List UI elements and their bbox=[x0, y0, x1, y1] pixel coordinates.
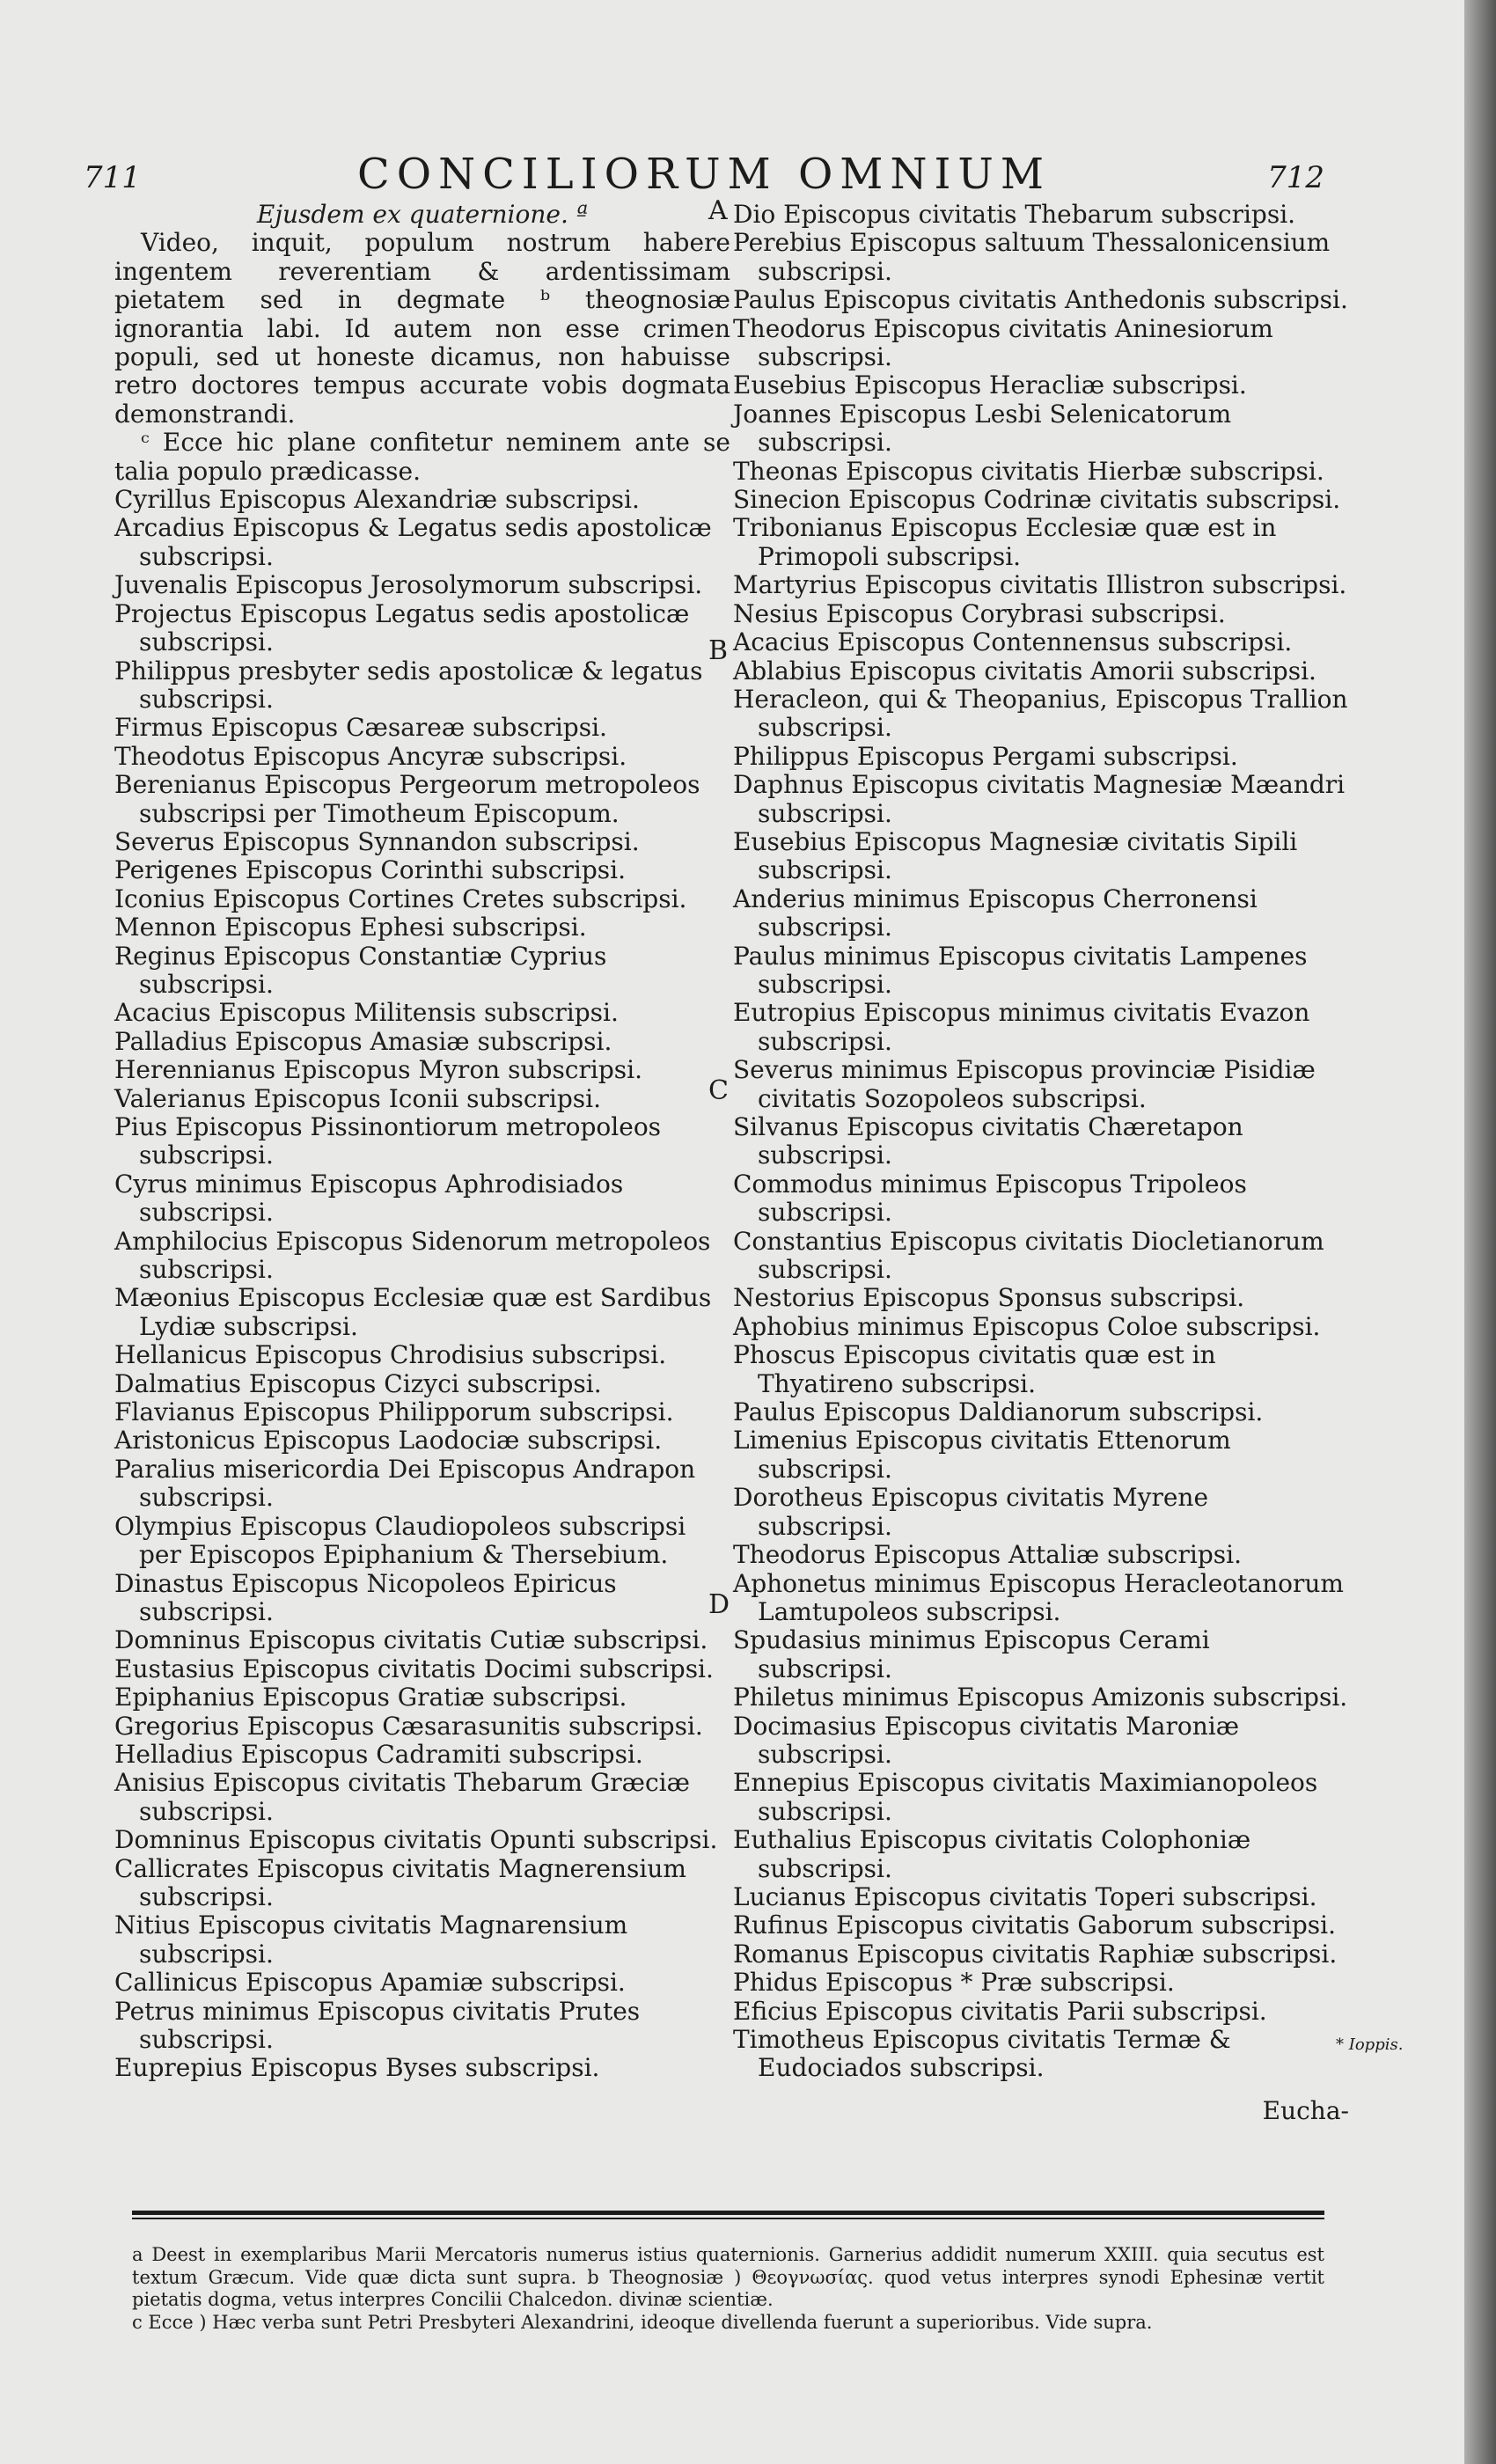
signature-entry: Hellanicus Episcopus Chrodisius subscripsi. bbox=[114, 1340, 667, 1370]
margin-note: * Ioppis. bbox=[1336, 2035, 1404, 2054]
signature-entry: Arcadius Episcopus & Legatus sedis apostolicæ subscripsi. bbox=[114, 513, 712, 571]
signature-entry: Firmus Episcopus Cæsareæ subscripsi. bbox=[114, 713, 607, 743]
signature-entry: Severus minimus Episcopus provinciæ Pisidiæ civitatis Sozopoleos subscripsi. bbox=[733, 1055, 1316, 1113]
signature-entry: Joannes Episcopus Lesbi Selenicatorum subscripsi. bbox=[733, 399, 1232, 458]
signature-entry: Flavianus Episcopus Philipporum subscripsi. bbox=[114, 1397, 674, 1427]
signature-entry: Palladius Episcopus Amasiæ subscripsi. bbox=[114, 1026, 612, 1056]
margin-marker-d: D bbox=[708, 1589, 730, 1620]
signature-entry: Dorotheus Episcopus civitatis Myrene subscripsi. bbox=[733, 1483, 1209, 1541]
signature-entry: Eutropius Episcopus minimus civitatis Evazon subscripsi. bbox=[733, 998, 1310, 1056]
signature-entry: Spudasius minimus Episcopus Cerami subscripsi. bbox=[733, 1625, 1210, 1683]
signature-entry: Anisius Episcopus civitatis Thebarum Græciæ subscripsi. bbox=[114, 1768, 690, 1826]
signature-entry: Olympius Episcopus Claudiopoleos subscripsi per Episcopos Epiphanium & Thersebium. bbox=[114, 1511, 686, 1570]
signature-entry: Perigenes Episcopus Corinthi subscripsi. bbox=[114, 855, 626, 885]
signature-entry: Domninus Episcopus civitatis Opunti subscripsi. bbox=[114, 1825, 718, 1855]
signature-entry: Iconius Episcopus Cortines Cretes subscripsi. bbox=[114, 884, 687, 913]
signature-entry: Eustasius Episcopus civitatis Docimi subscripsi. bbox=[114, 1654, 714, 1683]
signature-entry: Romanus Episcopus civitatis Raphiæ subscripsi. bbox=[733, 1939, 1338, 1969]
signature-entry: Commodus minimus Episcopus Tripoleos subscripsi. bbox=[733, 1169, 1247, 1228]
footnotes bbox=[132, 2244, 1324, 2334]
signature-entry: Limenius Episcopus civitatis Ettenorum subscripsi. bbox=[733, 1426, 1231, 1484]
page-header bbox=[84, 150, 1324, 202]
signature-entry: Severus Episcopus Synnandon subscripsi. bbox=[114, 826, 640, 856]
signature-entry: Theodorus Episcopus civitatis Aninesiorum subscripsi. bbox=[733, 313, 1273, 372]
signature-entry: Sinecion Episcopus Codrinæ civitatis subscripsi. bbox=[733, 485, 1341, 515]
signature-entry: Acacius Episcopus Contennensus subscripsi. bbox=[733, 627, 1293, 657]
signature-entry: Pius Episcopus Pissinontiorum metropoleos subscripsi. bbox=[114, 1112, 662, 1170]
signature-entry: Helladius Episcopus Cadramiti subscripsi. bbox=[114, 1739, 643, 1769]
margin-marker-a: A bbox=[708, 195, 728, 226]
signature-entry: Dinastus Episcopus Nicopoleos Epiricus subscripsi. bbox=[114, 1568, 617, 1626]
signature-entry: Heracleon, qui & Theopanius, Episcopus Trallion subscripsi. bbox=[733, 684, 1348, 743]
signature-entry: Juvenalis Episcopus Jerosolymorum subscripsi. bbox=[114, 570, 703, 600]
signature-entry: Nesius Episcopus Corybrasi subscripsi. bbox=[733, 598, 1226, 628]
signature-entry: Projectus Episcopus Legatus sedis apostolicæ subscripsi. bbox=[114, 598, 690, 657]
margin-marker-c: C bbox=[708, 1075, 729, 1106]
left-column bbox=[114, 201, 730, 2083]
body-paragraph: ᶜ Ecce hic plane confitetur neminem ante se talia populo prædicasse. bbox=[114, 428, 730, 486]
signature-entry: Euthalius Episcopus civitatis Colophoniæ subscripsi. bbox=[733, 1825, 1251, 1883]
signature-entry: Berenianus Episcopus Pergeorum metropoleos subscripsi per Timotheum Episcopum. bbox=[114, 770, 700, 828]
signature-entry: Paulus Episcopus civitatis Anthedonis subscripsi. bbox=[733, 285, 1348, 315]
signature-entry: Ablabius Episcopus civitatis Amorii subscripsi. bbox=[733, 656, 1316, 686]
page-edge-shadow bbox=[1464, 0, 1496, 2464]
signature-entry: Petrus minimus Episcopus civitatis Prutes subscripsi. bbox=[114, 1996, 641, 2054]
signature-entry: Philetus minimus Episcopus Amizonis subscripsi. bbox=[733, 1683, 1348, 1712]
page-number-left: 711 bbox=[84, 160, 141, 195]
signature-entry: Theodorus Episcopus Attaliæ subscripsi. bbox=[733, 1540, 1242, 1570]
signature-entry: Mennon Episcopus Ephesi subscripsi. bbox=[114, 913, 587, 942]
footnote-c: c Ecce ) Hæc verba sunt Petri Presbyteri Alexandrini, ideoque divellenda fuerunt a superioribus. Vide supra. bbox=[132, 2311, 1153, 2333]
signature-entry: Acacius Episcopus Militensis subscripsi. bbox=[114, 998, 619, 1028]
page-number-right: 712 bbox=[1267, 160, 1324, 195]
signature-entry: Eficius Episcopus civitatis Parii subscripsi. bbox=[733, 1996, 1267, 2026]
signature-entry: Callicrates Episcopus civitatis Magnerensium subscripsi. bbox=[114, 1853, 686, 1911]
signature-entry: Phidus Episcopus * Præ subscripsi. bbox=[733, 1968, 1175, 1998]
footnote-rule bbox=[132, 2211, 1324, 2215]
footnote-ab: a Deest in exemplaribus Marii Mercatoris numerus istius quaternionis. Garnerius addidit numerum XXIII. quia secutus est textum Græcum. Vide quæ dicta sunt supra. b Theognosiæ ) Θεογνωσίας. quod vetus interpres synodi Ephesinæ vertit pietatis dogma, vetus interpres Concilii Chalcedon. divinæ scientiæ. bbox=[132, 2244, 1324, 2310]
signature-entry: Reginus Episcopus Constantiæ Cyprius subscripsi. bbox=[114, 941, 607, 999]
margin-marker-b: B bbox=[708, 635, 729, 666]
signature-entry: Tribonianus Episcopus Ecclesiæ quæ est in Primopoli subscripsi. bbox=[733, 513, 1277, 571]
signature-entry: Domninus Episcopus civitatis Cutiæ subscripsi. bbox=[114, 1625, 708, 1655]
signature-entry: Daphnus Episcopus civitatis Magnesiæ Mæandri subscripsi. bbox=[733, 770, 1346, 828]
signature-entry: Nestorius Episcopus Sponsus subscripsi. bbox=[733, 1283, 1245, 1313]
signature-entry: Herennianus Episcopus Myron subscripsi. bbox=[114, 1055, 642, 1085]
signature-entry: Epiphanius Episcopus Gratiæ subscripsi. bbox=[114, 1683, 627, 1712]
right-column bbox=[733, 201, 1349, 2125]
signature-entry: Gregorius Episcopus Cæsarasunitis subscripsi. bbox=[114, 1711, 703, 1741]
signature-entry: Eusebius Episcopus Magnesiæ civitatis Sipili subscripsi. bbox=[733, 826, 1298, 885]
signature-entry: Theonas Episcopus civitatis Hierbæ subscripsi. bbox=[733, 456, 1324, 486]
signature-entry: Timotheus Episcopus civitatis Termæ & Eudociados subscripsi. bbox=[733, 2025, 1231, 2083]
signature-entry: Mæonius Episcopus Ecclesiæ quæ est Sardibus Lydiæ subscripsi. bbox=[114, 1283, 712, 1341]
signature-entry: Constantius Episcopus civitatis Diocletianorum subscripsi. bbox=[733, 1226, 1324, 1285]
section-heading: Ejusdem ex quaternione. ª bbox=[256, 200, 589, 229]
catchword: Eucha- bbox=[1262, 2095, 1349, 2125]
signature-entry: Euprepius Episcopus Byses subscripsi. bbox=[114, 2053, 600, 2083]
signature-entry: Dio Episcopus civitatis Thebarum subscripsi. bbox=[733, 200, 1296, 229]
signature-entry: Anderius minimus Episcopus Cherronensi subscripsi. bbox=[733, 884, 1258, 942]
signature-entry: Cyrillus Episcopus Alexandriæ subscripsi. bbox=[114, 485, 640, 515]
signature-entry: Cyrus minimus Episcopus Aphrodisiados subscripsi. bbox=[114, 1169, 624, 1228]
signature-entry: Theodotus Episcopus Ancyræ subscripsi. bbox=[114, 741, 627, 771]
signature-entry: Philippus presbyter sedis apostolicæ & legatus subscripsi. bbox=[114, 656, 703, 714]
running-title: CONCILIORUM OMNIUM bbox=[356, 150, 1051, 199]
signature-entry: Ennepius Episcopus civitatis Maximianopoleos subscripsi. bbox=[733, 1768, 1318, 1826]
signature-entry: Aphobius minimus Episcopus Coloe subscripsi. bbox=[733, 1311, 1321, 1341]
signature-entry: Martyrius Episcopus civitatis Illistron subscripsi. bbox=[733, 570, 1347, 600]
signature-entry: Callinicus Episcopus Apamiæ subscripsi. bbox=[114, 1968, 626, 1998]
signature-entry: Phoscus Episcopus civitatis quæ est in Thyatireno subscripsi. bbox=[733, 1340, 1216, 1398]
signature-entry: Eusebius Episcopus Heracliæ subscripsi. bbox=[733, 370, 1247, 400]
signature-entry: Docimasius Episcopus civitatis Maroniæ subscripsi. bbox=[733, 1711, 1240, 1769]
signature-entry: Rufinus Episcopus civitatis Gaborum subscripsi. bbox=[733, 1910, 1336, 1940]
signature-entry: Dalmatius Episcopus Cizyci subscripsi. bbox=[114, 1368, 602, 1398]
body-paragraph: Video, inquit, populum nostrum habere ingentem reverentiam & ardentissimam pietatem sed in degmate ᵇ theognosiæ ignorantia labi. Id autem non esse crimen populi, sed ut honeste dicamus, non habuisse retro doctores tempus accurate vobis dogmata demonstrandi. bbox=[114, 228, 730, 429]
signature-entry: Silvanus Episcopus civitatis Chæretapon subscripsi. bbox=[733, 1112, 1243, 1170]
signature-entry: Philippus Episcopus Pergami subscripsi. bbox=[733, 741, 1238, 771]
signature-entry: Lucianus Episcopus civitatis Toperi subscripsi. bbox=[733, 1881, 1317, 1911]
signature-entry: Amphilocius Episcopus Sidenorum metropoleos subscripsi. bbox=[114, 1226, 711, 1285]
signature-entry: Valerianus Episcopus Iconii subscripsi. bbox=[114, 1083, 601, 1113]
footnote-rule-thin bbox=[132, 2218, 1324, 2219]
signature-entry: Perebius Episcopus saltuum Thessalonicensium subscripsi. bbox=[733, 228, 1331, 286]
signature-entry: Aphonetus minimus Episcopus Heracleotanorum Lamtupoleos subscripsi. bbox=[733, 1568, 1344, 1626]
signature-entry: Paulus Episcopus Daldianorum subscripsi. bbox=[733, 1397, 1264, 1427]
signature-entry: Nitius Episcopus civitatis Magnarensium subscripsi. bbox=[114, 1910, 628, 1969]
signature-entry: Paulus minimus Episcopus civitatis Lampenes subscripsi. bbox=[733, 941, 1308, 999]
signature-entry: Aristonicus Episcopus Laodociæ subscripsi. bbox=[114, 1426, 663, 1456]
signature-entry: Paralius misericordia Dei Episcopus Andrapon subscripsi. bbox=[114, 1454, 696, 1513]
